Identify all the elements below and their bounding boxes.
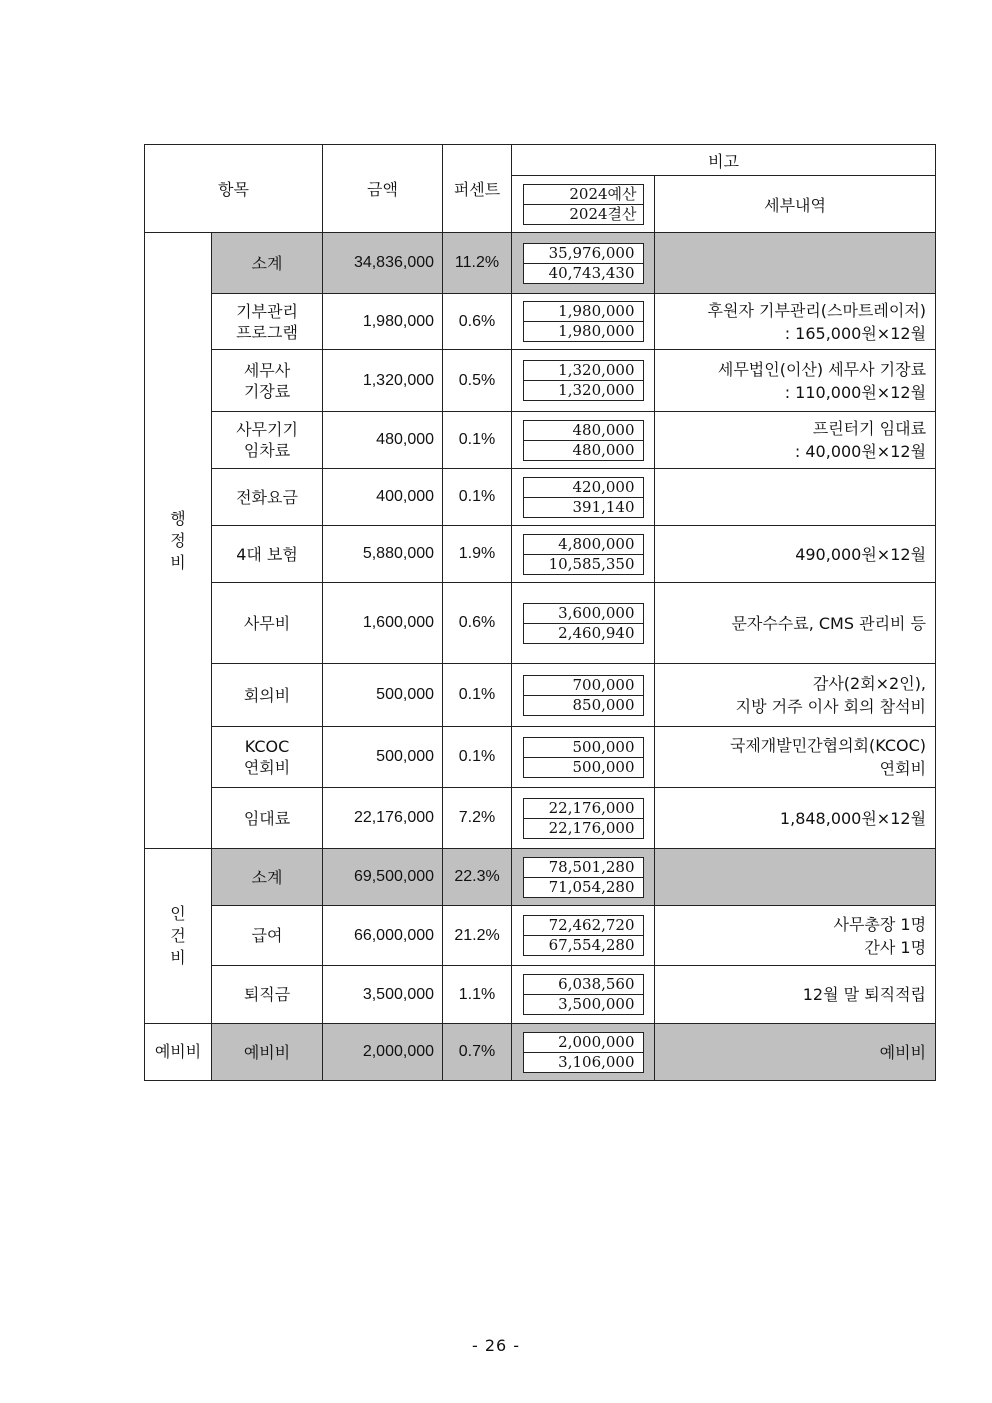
amount-cell: 2,000,000 (323, 1024, 443, 1081)
item-name: 세무사 기장료 (212, 350, 323, 412)
settle-value: 500,000 (524, 757, 643, 777)
item-name: 회의비 (212, 664, 323, 727)
amount-cell: 500,000 (323, 727, 443, 788)
percent-cell: 7.2% (443, 788, 512, 849)
category-cell: 행 정 비 (145, 233, 212, 849)
amount-cell: 1,600,000 (323, 583, 443, 664)
settle-value: 3,106,000 (524, 1052, 643, 1072)
percent-cell: 0.1% (443, 727, 512, 788)
subtotal-row (145, 233, 936, 294)
budget-settle-cell (512, 966, 655, 1024)
header-budget-settle-box (523, 184, 644, 225)
item-name: 예비비 (212, 1024, 323, 1081)
budget-settle-box (523, 477, 644, 518)
detail-cell: 사무총장 1명 간사 1명 (655, 906, 936, 966)
table-row (145, 350, 936, 412)
budget-settle-box (523, 675, 644, 716)
detail-cell (655, 849, 936, 906)
header-percent: 퍼센트 (443, 145, 512, 233)
amount-cell: 3,500,000 (323, 966, 443, 1024)
budget-settle-cell (512, 233, 655, 294)
header-settle-2024: 2024결산 (524, 204, 643, 224)
item-name: 기부관리 프로그램 (212, 294, 323, 350)
budget-value: 1,320,000 (558, 361, 635, 379)
budget-value: 6,038,560 (558, 975, 635, 993)
detail-cell: 490,000원×12월 (655, 526, 936, 583)
settle-value: 71,054,280 (524, 877, 643, 897)
table-row (145, 412, 936, 469)
detail-cell (655, 469, 936, 526)
budget-settle-cell (512, 583, 655, 664)
budget-value: 72,462,720 (548, 916, 635, 934)
percent-cell: 0.7% (443, 1024, 512, 1081)
budget-settle-cell (512, 526, 655, 583)
detail-cell: 프린터기 임대료 : 40,000원×12월 (655, 412, 936, 469)
detail-cell: 국제개발민간협의회(KCOC) 연회비 (655, 727, 936, 788)
item-name: 사무비 (212, 583, 323, 664)
item-name: 급여 (212, 906, 323, 966)
settle-value: 22,176,000 (524, 818, 643, 838)
budget-value: 420,000 (572, 477, 635, 496)
percent-cell: 0.1% (443, 469, 512, 526)
budget-value: 22,176,000 (548, 798, 635, 817)
amount-cell: 5,880,000 (323, 526, 443, 583)
item-name: 임대료 (212, 788, 323, 849)
amount-cell: 480,000 (323, 412, 443, 469)
percent-cell: 0.1% (443, 412, 512, 469)
detail-cell: 후원자 기부관리(스마트레이저) : 165,000원×12월 (655, 294, 936, 350)
budget-settle-box (523, 1032, 644, 1073)
amount-cell: 1,980,000 (323, 294, 443, 350)
settle-value: 67,554,280 (524, 935, 643, 955)
detail-cell: 문자수수료, CMS 관리비 등 (655, 583, 936, 664)
budget-settle-box (523, 243, 644, 284)
budget-settle-box (523, 603, 644, 644)
table-row (145, 788, 936, 849)
detail-cell: 감사(2회×2인), 지방 거주 이사 회의 참석비 (655, 664, 936, 727)
budget-settle-cell (512, 412, 655, 469)
amount-cell: 400,000 (323, 469, 443, 526)
percent-cell: 22.3% (443, 849, 512, 906)
budget-settle-box (523, 301, 644, 342)
budget-value: 500,000 (572, 737, 635, 756)
table-row (145, 727, 936, 788)
detail-cell: 12월 말 퇴직적립 (655, 966, 936, 1024)
percent-cell: 0.1% (443, 664, 512, 727)
budget-value: 2,000,000 (558, 1032, 635, 1051)
item-name: 전화요금 (212, 469, 323, 526)
budget-settle-cell (512, 727, 655, 788)
item-name: 퇴직금 (212, 966, 323, 1024)
settle-value: 3,500,000 (524, 994, 643, 1014)
table-row (145, 294, 936, 350)
table-row (145, 469, 936, 526)
budget-settle-cell (512, 294, 655, 350)
budget-settle-cell (512, 469, 655, 526)
item-name: 소계 (212, 233, 323, 294)
settle-value: 391,140 (524, 497, 643, 517)
amount-cell: 500,000 (323, 664, 443, 727)
budget-value: 480,000 (572, 420, 635, 439)
settle-value: 2,460,940 (524, 623, 643, 643)
amount-cell: 1,320,000 (323, 350, 443, 412)
percent-cell: 1.1% (443, 966, 512, 1024)
budget-settle-box (523, 915, 644, 956)
budget-settle-cell (512, 350, 655, 412)
settle-value: 40,743,430 (524, 263, 643, 283)
budget-settle-cell (512, 788, 655, 849)
percent-cell: 0.5% (443, 350, 512, 412)
header-item: 항목 (145, 145, 323, 233)
budget-settle-box (523, 857, 644, 898)
settle-value: 1,320,000 (524, 380, 643, 400)
budget-settle-box (523, 798, 644, 839)
budget-settle-cell (512, 849, 655, 906)
percent-cell: 0.6% (443, 583, 512, 664)
percent-cell: 0.6% (443, 294, 512, 350)
item-name: KCOC 연회비 (212, 727, 323, 788)
budget-value: 700,000 (572, 675, 635, 694)
budget-settle-cell (512, 1024, 655, 1081)
budget-settle-box (523, 737, 644, 778)
budget-settle-box (523, 420, 644, 461)
budget-value: 4,800,000 (558, 534, 635, 553)
subtotal-row (145, 1024, 936, 1081)
table-row (145, 664, 936, 727)
settle-value: 480,000 (524, 440, 643, 460)
header-detail: 세부내역 (655, 176, 936, 233)
amount-cell: 22,176,000 (323, 788, 443, 849)
amount-cell: 34,836,000 (323, 233, 443, 294)
detail-cell: 1,848,000원×12월 (655, 788, 936, 849)
subtotal-row (145, 849, 936, 906)
budget-settle-cell (512, 906, 655, 966)
budget-table (144, 144, 936, 1081)
budget-settle-box (523, 360, 644, 401)
header-budget-2024: 2024예산 (569, 184, 637, 203)
table-row (145, 906, 936, 966)
percent-cell: 11.2% (443, 233, 512, 294)
budget-value: 78,501,280 (548, 857, 635, 876)
table-body (145, 233, 936, 1081)
category-cell: 예비비 (145, 1024, 212, 1081)
item-name: 사무기기 임차료 (212, 412, 323, 469)
budget-settle-box (523, 534, 644, 575)
table-row (145, 583, 936, 664)
budget-value: 1,980,000 (558, 302, 635, 320)
detail-cell (655, 233, 936, 294)
settle-value: 10,585,350 (524, 554, 643, 574)
settle-value: 850,000 (524, 695, 643, 715)
detail-cell: 세무법인(이산) 세무사 기장료 : 110,000원×12월 (655, 350, 936, 412)
amount-cell: 69,500,000 (323, 849, 443, 906)
header-note: 비고 (512, 145, 936, 176)
table-row (145, 966, 936, 1024)
category-cell: 인 건 비 (145, 849, 212, 1024)
item-name: 4대 보험 (212, 526, 323, 583)
header-budget-settle (512, 176, 655, 233)
budget-value: 35,976,000 (548, 243, 635, 262)
page-number: - 26 - (471, 1336, 521, 1355)
budget-settle-cell (512, 664, 655, 727)
table-row (145, 526, 936, 583)
item-name: 소계 (212, 849, 323, 906)
detail-cell: 예비비 (655, 1024, 936, 1081)
percent-cell: 21.2% (443, 906, 512, 966)
budget-value: 3,600,000 (558, 603, 635, 622)
settle-value: 1,980,000 (524, 321, 643, 341)
percent-cell: 1.9% (443, 526, 512, 583)
amount-cell: 66,000,000 (323, 906, 443, 966)
header-amount: 금액 (323, 145, 443, 233)
budget-settle-box (523, 974, 644, 1015)
